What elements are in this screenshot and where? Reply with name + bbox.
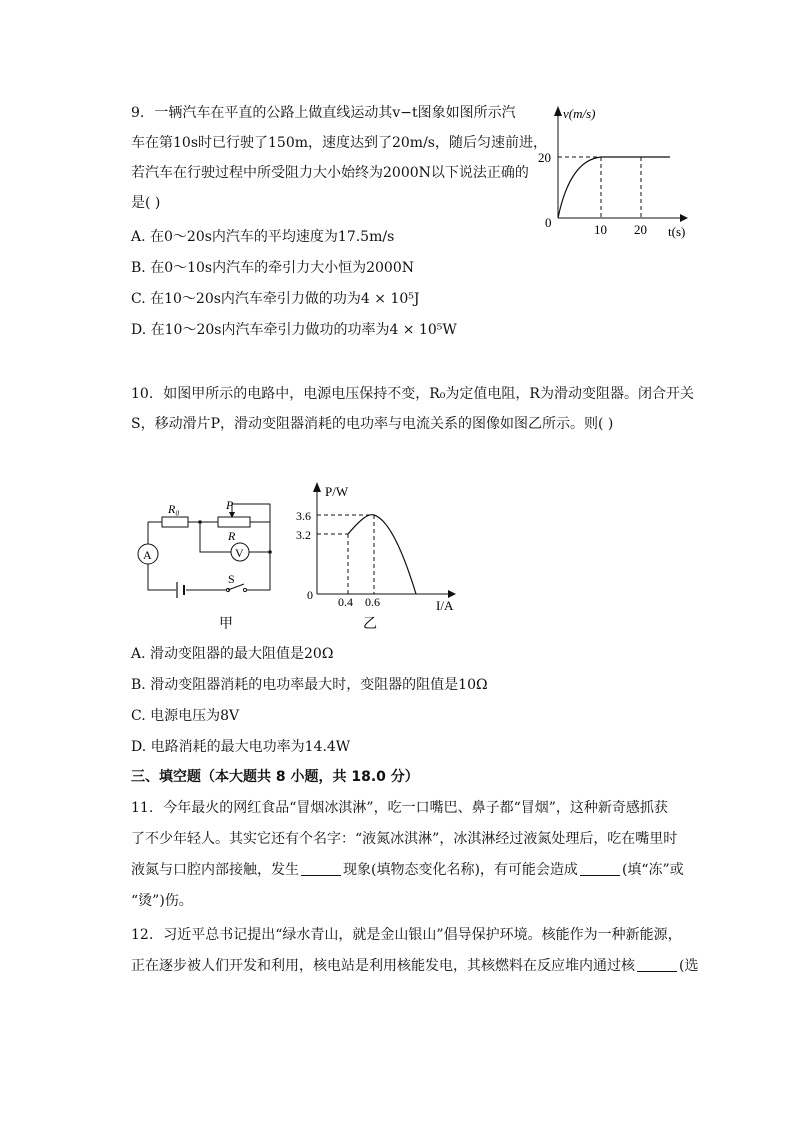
q10-x-label: I/A (436, 598, 454, 613)
graph-caption: 乙 (363, 617, 377, 632)
q9-line-2: 车在第10s时已行驶了150m，速度达到了20m/s，随后匀速前进， (131, 135, 547, 151)
q10-y-arrow (313, 482, 321, 492)
q10-option-c: C. 电源电压为8V (131, 708, 240, 724)
q10-x-arrow (448, 590, 456, 598)
q11-text-1: 今年最火的网红食品“冒烟冰淇淋”，吃一口嘴巴、鼻子都“冒烟”，这种新奇感抓获 (163, 800, 668, 816)
q10-option-a: A. 滑动变阻器的最大阻值是20Ω (131, 646, 334, 662)
q12-text-2b: (选 (679, 958, 699, 974)
circuit-caption: 甲 (219, 617, 233, 632)
q9-y-tick-20: 20 (538, 150, 551, 165)
q9-origin: 0 (545, 215, 552, 230)
q9-x-tick-20: 20 (634, 222, 647, 237)
q10-power-curve (348, 515, 416, 594)
q10-y-label: P/W (325, 484, 349, 499)
switch-contact (243, 588, 246, 591)
q9-x-label: t(s) (668, 224, 686, 239)
q11-text-3a: 液氮与口腔内部接触，发生 (131, 862, 299, 878)
wire-left-bottom (148, 564, 176, 590)
q9-option-d: D. 在10～20s内汽车牵引力做功的功率为4 × 10⁵W (131, 322, 457, 338)
q11-text-3c: (填“冻”或 (621, 862, 684, 878)
q10-option-d: D. 电路消耗的最大电功率为14.4W (131, 739, 351, 755)
q10-y-tick-32: 3.2 (296, 528, 311, 542)
q11-text-3b: 现象(填物态变化名称)，有可能会造成 (343, 862, 578, 878)
wire-right (246, 522, 270, 590)
q10-number: 10. (131, 386, 154, 402)
r0-label: R₀ (168, 502, 180, 516)
q10-circuit-diagram (128, 490, 288, 640)
q11-number: 11. (131, 800, 154, 816)
r0-resistor (162, 517, 188, 527)
rheostat (218, 517, 250, 527)
junction-left (198, 520, 202, 524)
q9-x-arrow (680, 214, 688, 222)
q9-option-c: C. 在10～20s内汽车牵引力做的功为4 × 10⁵J (131, 291, 420, 307)
voltmeter-label: V (235, 546, 244, 560)
q10-y-tick-36: 3.6 (296, 509, 311, 523)
q9-line-4: 是( ) (131, 195, 161, 211)
q9-y-label: v(m/s) (563, 106, 596, 121)
switch-label: S (228, 572, 235, 586)
q9-number: 9. (131, 105, 145, 121)
q12-text-2a: 正在逐步被人们开发和利用，核电站是利用核能发电，其核燃料在反应堆内通过核 (131, 958, 635, 974)
q12-blank-1[interactable] (637, 957, 677, 972)
q10-x-tick-06: 0.6 (365, 595, 380, 609)
q10-text-1: 如图甲所示的电路中，电源电压保持不变，R₀为定值电阻，R为滑动变阻器。闭合开关 (163, 386, 694, 402)
q9-line-1 (131, 103, 516, 123)
q9-vt-graph (530, 100, 700, 245)
ammeter-label: A (143, 548, 152, 562)
q12-number: 12. (131, 927, 154, 943)
q12-line-2 (131, 956, 698, 976)
q9-y-arrow (554, 106, 562, 116)
q11-blank-2[interactable] (580, 861, 620, 876)
q10-pi-graph (290, 478, 470, 638)
q12-text-1: 习近平总书记提出“绿水青山，就是金山银山”倡导保护环境。核能作为一种新能源， (163, 927, 682, 943)
q11-line-3 (131, 860, 684, 880)
q10-line-1 (131, 384, 694, 404)
q11-line-1 (131, 798, 668, 818)
q11-line-4: “烫”)伤。 (131, 893, 193, 909)
junction-right (268, 550, 272, 554)
q9-x-tick-10: 10 (594, 222, 607, 237)
q10-option-b: B. 滑动变阻器消耗的电功率最大时，变阻器的阻值是10Ω (131, 677, 488, 693)
p-label: P (226, 498, 234, 512)
q10-x-tick-04: 0.4 (338, 595, 353, 609)
q10-origin: 0 (307, 588, 313, 602)
q12-line-1 (131, 925, 682, 945)
q11-blank-1[interactable] (301, 861, 341, 876)
q10-line-2: S，移动滑片P，滑动变阻器消耗的电功率与电流关系的图像如图乙所示。则( ) (131, 416, 614, 432)
q9-option-a: A. 在0～20s内汽车的平均速度为17.5m/s (131, 229, 395, 245)
section-3-heading: 三、填空题（本大题共 8 小题，共 18.0 分） (131, 769, 419, 785)
q9-text-1: 一辆汽车在平直的公路上做直线运动其v−t图象如图所示汽 (154, 105, 516, 121)
q9-velocity-curve (558, 157, 670, 218)
q11-line-2: 了不少年轻人。其实它还有个名字：“液氮冰淇淋”，冰淇淋经过液氮处理后，吃在嘴里时 (131, 831, 678, 847)
r-label: R (228, 529, 236, 543)
q9-line-3: 若汽车在行驶过程中所受阻力大小始终为2000N以下说法正确的 (131, 165, 529, 181)
q9-option-b: B. 在0～10s内汽车的牵引力大小恒为2000N (131, 260, 414, 276)
